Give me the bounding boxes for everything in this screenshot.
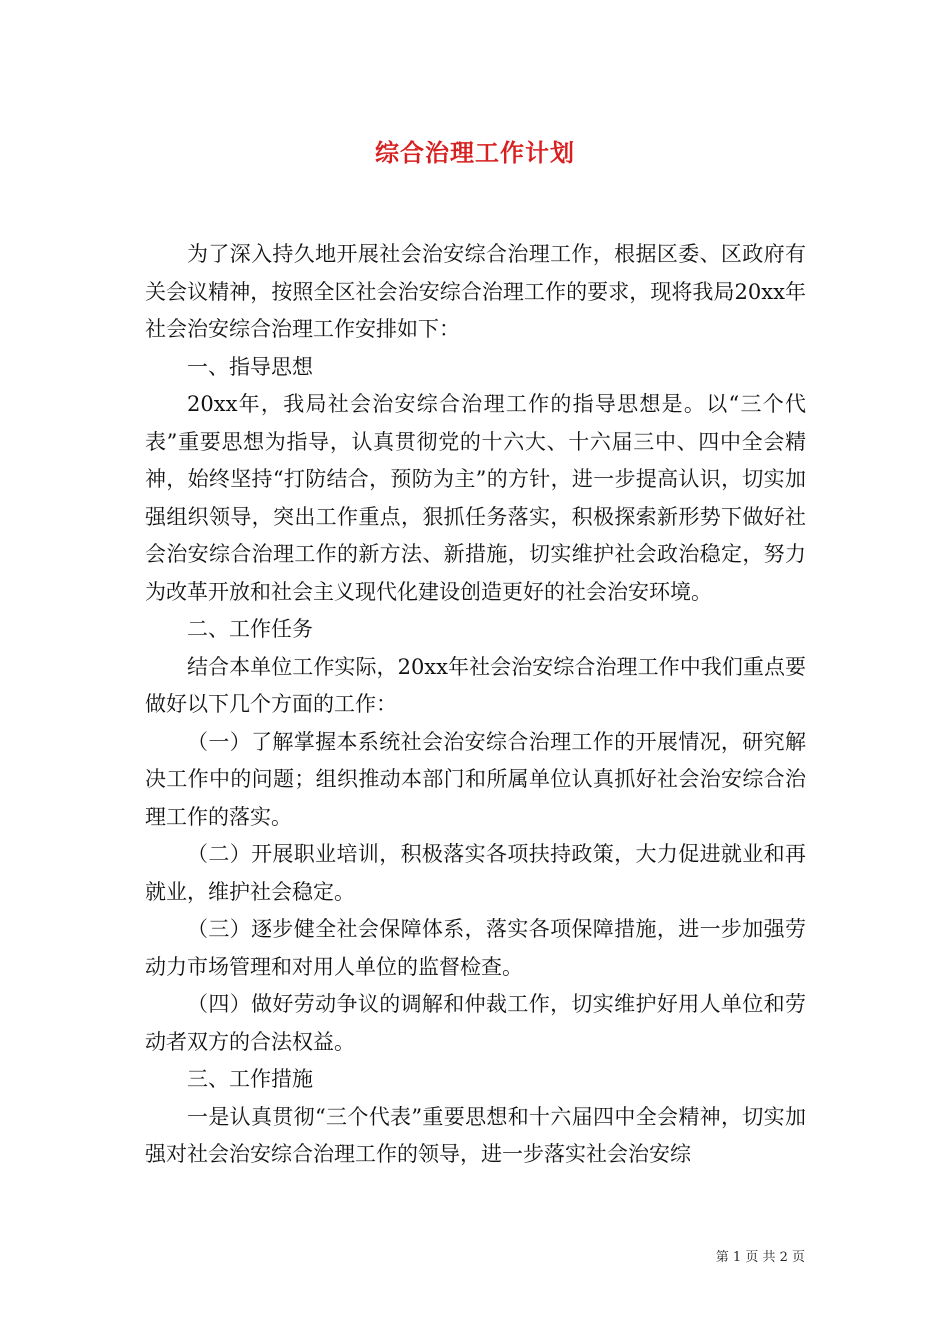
document-body bbox=[145, 236, 806, 1174]
document-title: 综合治理工作计划 bbox=[375, 138, 575, 167]
paragraph-task-3: （三）逐步健全社会保障体系，落实各项保障措施，进一步加强劳动力市场管理和对用人单位的监督检查。 bbox=[145, 917, 806, 979]
paragraph-tasks-intro: 结合本单位工作实际，20xx年社会治安综合治理工作中我们重点要做好以下几个方面的工作： bbox=[145, 654, 806, 716]
paragraph-intro: 为了深入持久地开展社会治安综合治理工作，根据区委、区政府有关会议精神，按照全区社会治安综合治理工作的要求，现将我局20xx年社会治安综合治理工作安排如下： bbox=[145, 242, 806, 341]
page-number-footer: 第 1 页 共 2 页 bbox=[715, 1250, 805, 1265]
section-heading-guiding-thought: 一、指导思想 bbox=[187, 354, 313, 379]
paragraph-task-4: （四）做好劳动争议的调解和仲裁工作，切实维护好用人单位和劳动者双方的合法权益。 bbox=[145, 992, 806, 1054]
section-heading-tasks: 二、工作任务 bbox=[187, 617, 313, 641]
section-heading-measures: 三、工作措施 bbox=[187, 1067, 313, 1091]
paragraph-measure-1: 一是认真贯彻“三个代表”重要思想和十六届四中全会精神，切实加强对社会治安综合治理工作的领导，进一步落实社会治安综 bbox=[145, 1104, 806, 1166]
paragraph-task-2: （二）开展职业培训，积极落实各项扶持政策，大力促进就业和再就业，维护社会稳定。 bbox=[145, 842, 806, 904]
paragraph-task-1: （一）了解掌握本系统社会治安综合治理工作的开展情况，研究解决工作中的问题；组织推动本部门和所属单位认真抓好社会治安综合治理工作的落实。 bbox=[145, 729, 806, 829]
paragraph-guiding-thought: 20xx年，我局社会治安综合治理工作的指导思想是。以“三个代表”重要思想为指导，认真贯彻党的十六大、十六届三中、四中全会精神，始终坚持“打防结合，预防为主”的方针，进一步提高认识，切实加强组织领导，突出工作重点，狠抓任务落实，积极探索新形势下做好社会治安综合治理工作的新方法、新措施，切实维护社会政治稳定，努力为改革开放和社会主义现代化建设创造更好的社会治安环境。 bbox=[145, 392, 806, 604]
